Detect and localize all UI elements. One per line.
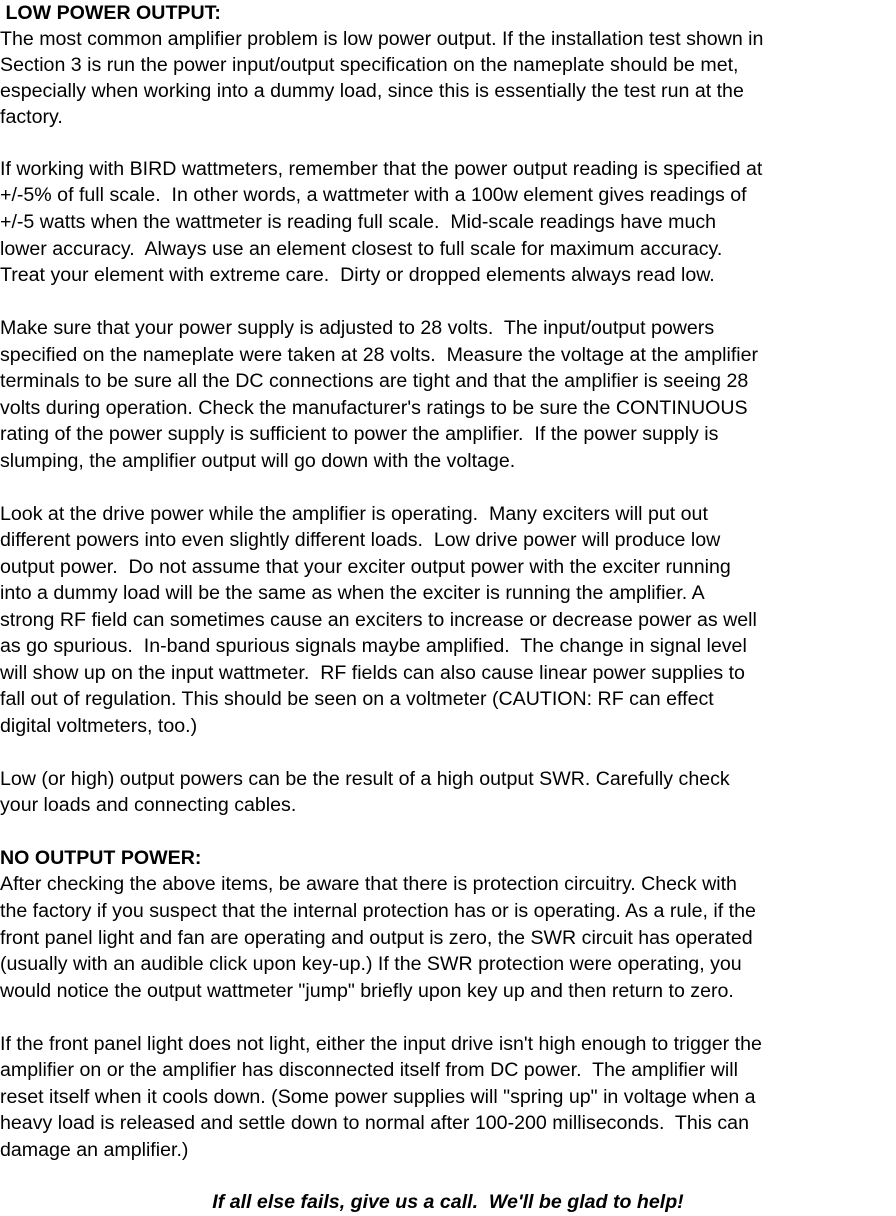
paragraph-line: (usually with an audible click upon key-up.) If the SWR protection were operating, you <box>0 953 742 975</box>
closing-message: If all else fails, give us a call. We'll be glad to help! <box>212 1191 684 1213</box>
paragraph-line: The most common amplifier problem is low power output. If the installation test shown in <box>0 28 764 50</box>
paragraph-line: Make sure that your power supply is adjusted to 28 volts. The input/output powers <box>0 317 715 339</box>
paragraph-line: heavy load is released and settle down to normal after 100-200 milliseconds. This can <box>0 1112 749 1134</box>
paragraph-line: output power. Do not assume that your exciter output power with the exciter running <box>0 556 731 578</box>
paragraph-line: lower accuracy. Always use an element closest to full scale for maximum accuracy. <box>0 238 723 260</box>
paragraph-line: front panel light and fan are operating and output is zero, the SWR circuit has operated <box>0 927 753 949</box>
paragraph-line: If the front panel light does not light, either the input drive isn't high enough to trigger the <box>0 1033 762 1055</box>
paragraph-line: +/-5 watts when the wattmeter is reading full scale. Mid-scale readings have much <box>0 211 717 233</box>
paragraph-line: factory. <box>0 106 63 128</box>
paragraph-line: fall out of regulation. This should be seen on a voltmeter (CAUTION: RF can effect <box>0 688 714 710</box>
paragraph-line: digital voltmeters, too.) <box>0 715 198 737</box>
paragraph-line: rating of the power supply is sufficient to power the amplifier. If the power supply is <box>0 423 719 445</box>
paragraph-line: strong RF field can sometimes cause an exciters to increase or decrease power as well <box>0 609 757 631</box>
paragraph-line: If working with BIRD wattmeters, remember that the power output reading is specified at <box>0 158 763 180</box>
paragraph-line: your loads and connecting cables. <box>0 794 297 816</box>
paragraph-line: damage an amplifier.) <box>0 1139 189 1161</box>
paragraph-line: +/-5% of full scale. In other words, a wattmeter with a 100w element gives readings of <box>0 184 747 206</box>
section-heading-no-output-power: NO OUTPUT POWER: <box>0 847 202 869</box>
paragraph-line: would notice the output wattmeter "jump" briefly upon key up and then return to zero. <box>0 980 734 1002</box>
paragraph-line: slumping, the amplifier output will go down with the voltage. <box>0 450 516 472</box>
paragraph-line: the factory if you suspect that the internal protection has or is operating. As a rule, if the <box>0 900 756 922</box>
paragraph-line: reset itself when it cools down. (Some power supplies will "spring up" in voltage when a <box>0 1086 756 1108</box>
paragraph-line: different powers into even slightly different loads. Low drive power will produce low <box>0 529 721 551</box>
paragraph-line: as go spurious. In-band spurious signals maybe amplified. The change in signal level <box>0 635 747 657</box>
paragraph-line: especially when working into a dummy load, since this is essentially the test run at the <box>0 80 744 102</box>
paragraph-line: Section 3 is run the power input/output specification on the nameplate should be met, <box>0 54 739 76</box>
paragraph-line: volts during operation. Check the manufacturer's ratings to be sure the CONTINUOUS <box>0 397 748 419</box>
paragraph-line: After checking the above items, be aware that there is protection circuitry. Check with <box>0 873 737 895</box>
paragraph-line: amplifier on or the amplifier has disconnected itself from DC power. The amplifier will <box>0 1059 738 1081</box>
section-heading-low-power-output: LOW POWER OUTPUT: <box>0 2 221 24</box>
paragraph-line: specified on the nameplate were taken at 28 volts. Measure the voltage at the amplifier <box>0 344 759 366</box>
paragraph-line: terminals to be sure all the DC connections are tight and that the amplifier is seeing 28 <box>0 370 749 392</box>
paragraph-line: Look at the drive power while the amplifier is operating. Many exciters will put out <box>0 503 708 525</box>
paragraph-line: will show up on the input wattmeter. RF fields can also cause linear power supplies to <box>0 662 745 684</box>
paragraph-line: Treat your element with extreme care. Dirty or dropped elements always read low. <box>0 264 715 286</box>
paragraph-line: into a dummy load will be the same as when the exciter is running the amplifier. A <box>0 582 705 604</box>
paragraph-line: Low (or high) output powers can be the result of a high output SWR. Carefully check <box>0 768 730 790</box>
